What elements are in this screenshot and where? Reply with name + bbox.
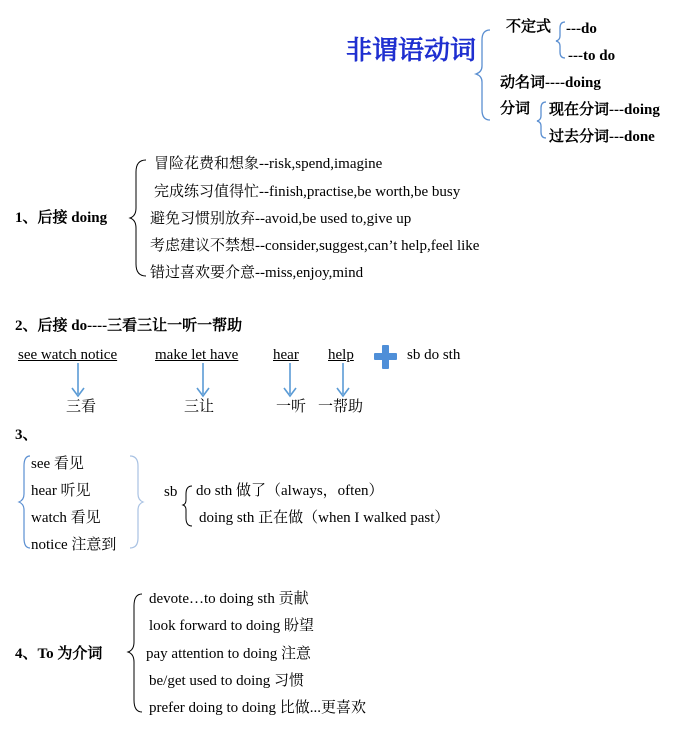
- bracket-participle: [537, 102, 546, 138]
- verb-notice: notice 注意到: [31, 537, 117, 553]
- present-participle: 现在分词---doing: [549, 102, 660, 118]
- section4-item-3: pay attention to doing 注意: [146, 646, 311, 662]
- label-three-let: 三让: [184, 399, 215, 415]
- page-title: 非谓语动词: [346, 36, 477, 65]
- pattern-doing-sth: doing sth 正在做（when I walked past）: [199, 510, 450, 526]
- verbs-make-let-have: make let have: [155, 347, 239, 363]
- verbs-see-watch-notice: see watch notice: [18, 347, 118, 363]
- arrow-hear: [284, 363, 296, 396]
- arrow-see-watch-notice: [72, 363, 84, 396]
- bracket-section1: [130, 160, 146, 276]
- arrow-help: [337, 363, 349, 396]
- bracket-section4: [128, 594, 142, 712]
- bracket-main: [476, 30, 490, 120]
- verb-help: help: [328, 347, 354, 363]
- section4-item-2: look forward to doing 盼望: [149, 618, 314, 634]
- section4-heading: 4、To 为介词: [15, 646, 103, 662]
- section1-item-1: 冒险花费和想象--risk,spend,imagine: [154, 156, 383, 172]
- bracket-section3-right: [130, 456, 143, 548]
- verb-watch: watch 看见: [31, 510, 101, 526]
- label-one-hear: 一听: [276, 399, 307, 415]
- section1-item-4: 考虑建议不禁想--consider,suggest,can’t help,feel like: [150, 238, 480, 254]
- bracket-infinitive: [556, 22, 565, 58]
- verb-see: see 看见: [31, 456, 84, 472]
- bracket-section3-left: [19, 456, 30, 548]
- infinitive-form-do: ---do: [566, 21, 597, 37]
- label-one-help: 一帮助: [318, 399, 364, 415]
- verb-hear: hear: [273, 347, 299, 363]
- arrow-make-let-have: [197, 363, 209, 396]
- pattern-do-sth: do sth 做了（always，often）: [196, 483, 384, 499]
- gerund-line: 动名词----doing: [500, 75, 601, 91]
- label-three-see: 三看: [66, 399, 97, 415]
- verb-hear-2: hear 听见: [31, 483, 91, 499]
- section4-item-1: devote…to doing sth 贡献: [149, 591, 309, 607]
- bracket-section3-patterns: [183, 486, 192, 526]
- sb-label: sb: [164, 484, 178, 500]
- infinitive-label: 不定式: [506, 19, 552, 35]
- section4-item-5: prefer doing to doing 比做...更喜欢: [149, 700, 367, 716]
- sb-do-sth: sb do sth: [407, 347, 461, 363]
- section1-item-2: 完成练习值得忙--finish,practise,be worth,be busy: [154, 184, 461, 200]
- section3-heading: 3、: [15, 427, 38, 443]
- section1-heading: 1、后接 doing: [15, 210, 108, 226]
- section2-heading: 2、后接 do----三看三让一听一帮助: [15, 318, 243, 334]
- past-participle: 过去分词---done: [549, 129, 655, 145]
- section4-item-4: be/get used to doing 习惯: [149, 673, 304, 689]
- participle-label: 分词: [500, 101, 531, 117]
- section1-item-3: 避免习惯别放弃--avoid,be used to,give up: [150, 211, 412, 227]
- section1-item-5: 错过喜欢要介意--miss,enjoy,mind: [150, 265, 364, 281]
- infinitive-form-to-do: ---to do: [568, 48, 616, 64]
- plus-icon: [374, 345, 397, 369]
